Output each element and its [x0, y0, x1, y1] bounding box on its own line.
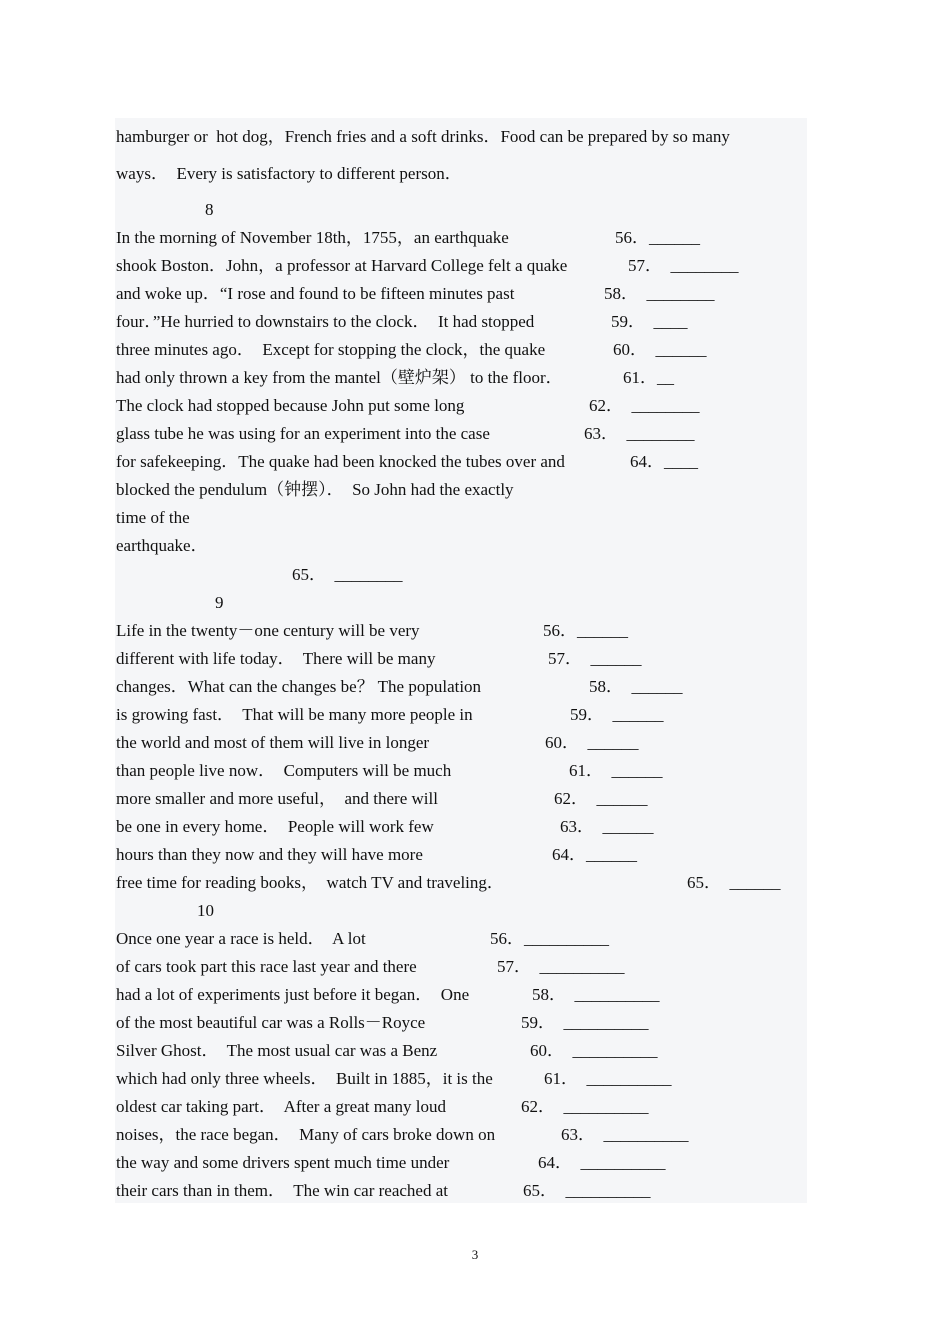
passage-line: is growing fast． That will be many more people in [116, 705, 473, 724]
passage-line: Silver Ghost． The most usual car was a Benz [116, 1041, 438, 1060]
answer-blank: 62． ________ [589, 396, 700, 415]
answer-blank: 60． ______ [545, 733, 639, 752]
passage-line: had only thrown a key from the mantel（壁炉架） to the floor． [116, 368, 563, 387]
passage-line: be one in every home． People will work few [116, 817, 434, 836]
answer-blank: 63． ________ [584, 424, 695, 443]
answer-blank: 59． ______ [570, 705, 664, 724]
answer-blank: 65． ______ [687, 873, 781, 892]
passage-line: four．”He hurried to downstairs to the clock． It had stopped [116, 312, 535, 331]
passage-line: for safekeeping．The quake had been knocked the tubes over and [116, 452, 565, 471]
answer-blank: 61． __________ [544, 1069, 672, 1088]
passage-line: In the morning of November 18th，1755，an earthquake [116, 228, 509, 247]
passage-line: hours than they now and they will have more [116, 845, 423, 864]
passage-number: 10 [197, 901, 214, 920]
passage-line: earthquake． [116, 536, 208, 555]
passage-line: which had only three wheels． Built in 1885，it is the [116, 1069, 493, 1088]
answer-blank: 64． __________ [538, 1153, 666, 1172]
passage-line: different with life today． There will be many [116, 649, 436, 668]
answer-blank: 57． __________ [497, 957, 625, 976]
answer-blank: 56．______ [615, 228, 700, 247]
passage-line: and woke up．“I rose and found to be fifteen minutes past [116, 284, 515, 303]
answer-blank: 64．____ [630, 452, 698, 471]
answer-blank: 65． __________ [523, 1181, 651, 1200]
passage-line: Life in the twenty－one century will be very [116, 621, 420, 640]
passage-line: of cars took part this race last year and there [116, 957, 417, 976]
answer-blank: 62． __________ [521, 1097, 649, 1116]
answer-blank: 60． __________ [530, 1041, 658, 1060]
answer-blank: 61． ______ [569, 761, 663, 780]
passage-line: three minutes ago． Except for stopping the clock，the quake [116, 340, 546, 359]
passage-line: the way and some drivers spent much time under [116, 1153, 450, 1172]
answer-blank: 61．__ [623, 368, 674, 387]
answer-blank: 56．__________ [490, 929, 609, 948]
passage-line: of the most beautiful car was a Rolls－Royce [116, 1013, 426, 1032]
passage-line: free time for reading books， watch TV and traveling． [116, 873, 504, 892]
answer-blank: 56．______ [543, 621, 628, 640]
passage-line: time of the [116, 508, 190, 527]
passage-line: their cars than in them． The win car reached at [116, 1181, 448, 1200]
page-number: 3 [471, 1247, 479, 1262]
answer-blank: 64．______ [552, 845, 637, 864]
passage-line: oldest car taking part． After a great many loud [116, 1097, 446, 1116]
answer-blank: 58． __________ [532, 985, 660, 1004]
answer-blank: 59． ____ [611, 312, 688, 331]
passage-line: Once one year a race is held． A lot [116, 929, 366, 948]
passage-line: glass tube he was using for an experiment into the case [116, 424, 490, 443]
passage-line: changes．What can the changes be？ The population [116, 677, 482, 696]
passage-line: blocked the pendulum（钟摆）． So John had the exactly [116, 480, 514, 499]
passage-line: noises，the race began． Many of cars broke down on [116, 1125, 496, 1144]
intro-line: hamburger or hot dog，French fries and a soft drinks．Food can be prepared by so many [116, 127, 730, 146]
passage-line: The clock had stopped because John put some long [116, 396, 465, 415]
answer-blank: 63． __________ [561, 1125, 689, 1144]
passage-line: shook Boston．John，a professor at Harvard College felt a quake [116, 256, 568, 275]
answer-blank: 65． ________ [292, 565, 403, 584]
answer-blank: 57． ________ [628, 256, 739, 275]
answer-blank: 58． ______ [589, 677, 683, 696]
passage-line: more smaller and more useful， and there will [116, 789, 438, 808]
answer-blank: 58． ________ [604, 284, 715, 303]
intro-line: ways． Every is satisfactory to different person． [116, 164, 462, 183]
answer-blank: 59． __________ [521, 1013, 649, 1032]
answer-blank: 57． ______ [548, 649, 642, 668]
passage-number: 9 [215, 593, 224, 612]
answer-blank: 63． ______ [560, 817, 654, 836]
answer-blank: 60． ______ [613, 340, 707, 359]
passage-line: the world and most of them will live in longer [116, 733, 430, 752]
answer-blank: 62． ______ [554, 789, 648, 808]
passage-line: had a lot of experiments just before it began． One [116, 985, 470, 1004]
passage-line: than people live now． Computers will be much [116, 761, 452, 780]
passage-number: 8 [205, 200, 214, 219]
